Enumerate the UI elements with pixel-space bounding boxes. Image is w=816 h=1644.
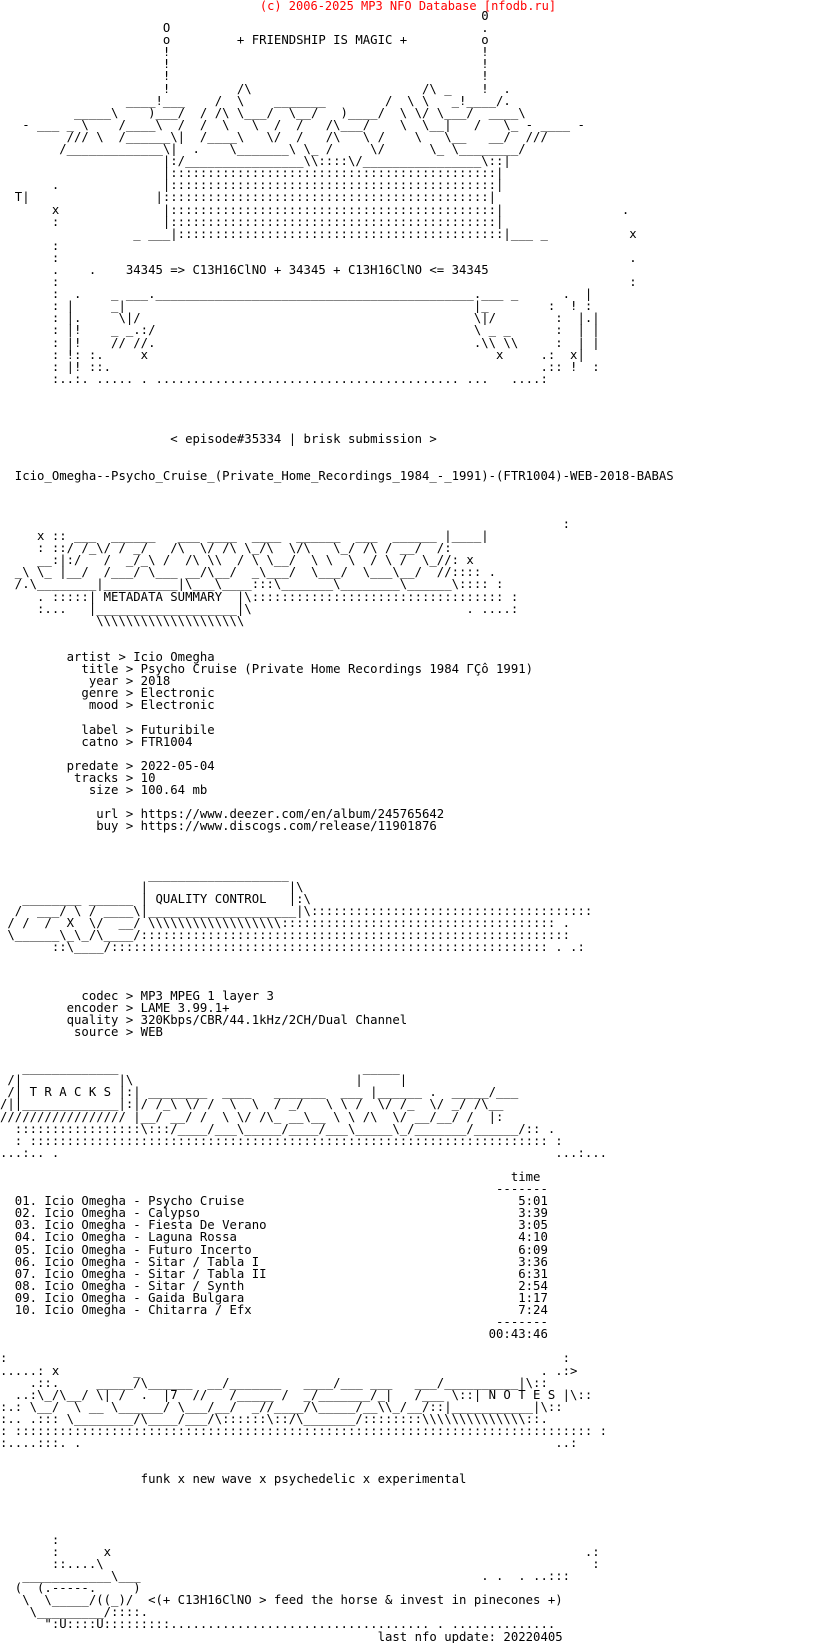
nfo-line: /// \ /______\| /____\ \/ / /\ \ / \ \__ __/ /// bbox=[66, 129, 548, 144]
nfo-line: /||_____________|:|/ /_\ \/ / \ \ / _/ \ \ / \/ /_ \/ _/ /\__ bbox=[0, 1097, 504, 1112]
nfo-line: _____\ )___/ / /\ \___/ \__/ )____/ \ \/ \___/ ____\ bbox=[74, 105, 526, 120]
nfo-line: : . _ ___.___________________________________________.___ _ . | bbox=[51, 287, 593, 302]
nfo-line: Icio_Omegha--Psycho_Cruise_(Private_Home_Recordings_1984_-_1991)-(FTR1004)-WEB-2018-BABAS bbox=[14, 468, 674, 483]
nfo-line: 04. Icio Omegha - Laguna Rossa 4:10 bbox=[14, 1230, 548, 1245]
nfo-line: : |. \|/ \|/ : |.| bbox=[51, 311, 600, 326]
nfo-line: genre > Electronic bbox=[81, 686, 215, 701]
nfo-line: label > Futuribile bbox=[81, 722, 215, 737]
nfo-line: __:|:/ / _/_\ / /\ \\ / \ \__/ \ \ \ / \ / \_//: x bbox=[37, 553, 474, 568]
nfo-line: /_____________\| . \_______\ \_ / \/ \_ \________/ bbox=[59, 142, 526, 157]
nfo-line: time bbox=[510, 1170, 541, 1184]
nfo-line: codec > MP3 MPEG 1 layer 3 bbox=[81, 988, 274, 1003]
nfo-line: ::\____/::::::::::::::::::::::::::::::::::::::::::::::::::::::::::: . .: bbox=[51, 940, 585, 955]
nfo-line: \\\\\\\\\\\\\\\\\\\\ bbox=[96, 613, 245, 628]
nfo-line: : |! ::. .:: ! : bbox=[51, 359, 600, 374]
nfo-line: .::. _____/\______ __/_______ ____/___ ___ ___/__________|\:: bbox=[29, 1375, 548, 1390]
nfo-line: tracks > 10 bbox=[74, 770, 156, 785]
nfo-line: ///////////////// |__/ __/ / \ \/ /\_ __\__ \ \ /\ \/ __/__/ / |: bbox=[0, 1109, 504, 1124]
nfo-line: ____________\___ . . . ..::: bbox=[22, 1569, 571, 1584]
nfo-line: 0 bbox=[481, 10, 489, 23]
nfo-line: : |! _ _.:/ \ _ _ : | | bbox=[51, 323, 600, 338]
nfo-line: 01. Icio Omegha - Psycho Cruise 5:01 bbox=[14, 1194, 548, 1209]
nfo-line: ____!___ / \ _______ / \ \ _!____/. bbox=[125, 93, 511, 108]
nfo-line: |:/________________\\::::\/________________\::| bbox=[162, 154, 511, 169]
nfo-line: :... |___________________|\ . ....: bbox=[37, 601, 519, 616]
nfo-line: year > 2018 bbox=[88, 674, 171, 689]
nfo-line: : :::::::::::::::::::::::::::::::::::::::::::::::::::::::::::::::::::::: : bbox=[14, 1133, 563, 1148]
nfo-line: artist > Icio Omegha bbox=[66, 649, 215, 664]
nfo-line: : | _| |_ : ! : bbox=[51, 299, 593, 314]
nfo-line: quality > 320Kbps/CBR/44.1kHz/2CH/Dual Channel bbox=[66, 1012, 408, 1027]
nfo-line: : |! // //. .\\ \\ : | | bbox=[51, 335, 600, 350]
nfo-line: : bbox=[51, 1532, 60, 1547]
nfo-line: . :::::| METADATA SUMMARY |\:::::::::::::::::::::::::::::::::: : bbox=[37, 589, 519, 604]
nfo-line: x |::::::::::::::::::::::::::::::::::::::::::::| . bbox=[51, 202, 630, 217]
nfo-line: ( (.-----. ) bbox=[14, 1581, 141, 1596]
nfo-line: /.\________|__________|\___\____:::\_______\________\______\:::: : bbox=[14, 577, 504, 592]
nfo-line: . . 34345 => C13H16ClNO + 34345 + C13H16ClNO <= 34345 bbox=[51, 262, 489, 277]
nfo-line: 06. Icio Omegha - Sitar / Tabla I 3:36 bbox=[14, 1254, 548, 1269]
nfo-line: .....: x _ . .:> bbox=[0, 1363, 578, 1378]
nfo-line: ------- bbox=[496, 1182, 548, 1197]
nfo-line: ...:.. . ...:... bbox=[0, 1145, 608, 1160]
nfo-line: \ \_____/((_)/ <(+ C13H16ClNO > feed the horse & invest in pinecones +) bbox=[22, 1593, 563, 1608]
nfo-line: :..:. ..... . ......................................... ... ....: bbox=[51, 371, 548, 386]
nfo-line: _ ___|::::::::::::::::::::::::::::::::::::::::::::|___ _ x bbox=[133, 226, 637, 241]
nfo-line: /| |\ | | bbox=[7, 1073, 408, 1088]
nfo-line: ! ! bbox=[162, 69, 489, 84]
nfo-line: ! /\ /\ _ ! . bbox=[162, 81, 511, 96]
nfo-line: catno > FTR1004 bbox=[81, 734, 193, 749]
nfo-line: 05. Icio Omegha - Futuro Incerto 6:09 bbox=[14, 1242, 548, 1257]
nfo-line: mood > Electronic bbox=[88, 698, 215, 713]
nfo-line: source > WEB bbox=[74, 1024, 163, 1039]
nfo-line: - ___ _ \ /____\ / / \ \ / / /\___/ \ \__| / \_ - ____ - bbox=[22, 117, 585, 132]
nfo-line: : ::/ /_\/ / _/ /\ \/ /\ \_/\ \/\ \_/ /\ / __/ /: bbox=[37, 541, 452, 556]
nfo-line: 07. Icio Omegha - Sitar / Tabla II 6:31 bbox=[14, 1266, 548, 1281]
nfo-line: | |\ bbox=[140, 879, 304, 894]
nfo-line: ! ! bbox=[162, 57, 489, 72]
nfo-line: size > 100.64 mb bbox=[88, 783, 208, 797]
nfo-line: : . bbox=[51, 250, 637, 265]
nfo-line: :....:::. . ..: bbox=[0, 1436, 578, 1451]
nfo-line: / / / X \/ __/ \\\\\\\\\\\\\\\\\\::::::::::::::::::::::::::::::::::::: . bbox=[7, 916, 571, 931]
nfo-line: 00:43:46 bbox=[488, 1327, 548, 1342]
nfo-line: : :::::::::::::::::::::::::::::::::::::::::::::::::::::::::::::::::::::::::::::: : bbox=[0, 1423, 608, 1438]
nfo-line: last nfo update: 20220405 bbox=[377, 1629, 563, 1643]
nfo-line: 02. Icio Omegha - Calypso 3:39 bbox=[14, 1206, 548, 1221]
nfo-line: 08. Icio Omegha - Sitar / Synth 2:54 bbox=[14, 1278, 548, 1293]
nfo-line: \______\_\_/\____/:::::::::::::::::::::::::::::::::::::::::::::::::::::::::: bbox=[7, 928, 571, 943]
nfo-line: ___________________ bbox=[148, 867, 289, 882]
nfo-line: title > Psycho Cruise (Private Home Recordings 1984 ΓÇô 1991) bbox=[81, 662, 534, 677]
nfo-line: ------- bbox=[496, 1315, 548, 1330]
nfo-line: ________ ______ | QUALITY CONTROL |:\ bbox=[22, 891, 311, 906]
nfo-line: 09. Icio Omegha - Gaida Bulgara 1:17 bbox=[14, 1290, 548, 1305]
nfo-line: _\ \_ |__/ /___/ \___ __/\__/ _\___/ \___/ \___\__/ //:::: . bbox=[14, 565, 497, 580]
nfo-line: o + FRIENDSHIP IS MAGIC + o bbox=[162, 33, 489, 48]
nfo-line: : : bbox=[0, 1351, 571, 1366]
nfo-line: T| |::::::::::::::::::::::::::::::::::::::::::::| bbox=[14, 190, 497, 205]
nfo-line: 03. Icio Omegha - Fiesta De Verano 3:05 bbox=[14, 1218, 548, 1233]
nfo-line: . |::::::::::::::::::::::::::::::::::::::::::::| bbox=[51, 178, 504, 193]
nfo-line: ! ! bbox=[162, 45, 489, 60]
nfo-line: :.. .::: \________/\____/___/\::::::\::/\_______/::::::::\\\\\\\\\\\\\\::. bbox=[0, 1411, 548, 1426]
nfo-line: x :: ___ ______ ___ ____ ____ ______ ___ ______ |____| bbox=[37, 529, 489, 544]
nfo-line: |::::::::::::::::::::::::::::::::::::::::::::| bbox=[162, 166, 504, 181]
nfo-line: \_________/::::. bbox=[29, 1605, 149, 1620]
nfo-line: funk x new wave x psychedelic x experimental bbox=[140, 1472, 467, 1487]
nfo-line: url > https://www.deezer.com/en/album/245765642 bbox=[96, 807, 445, 822]
nfo-line: / ___/ \ / ____\|____________________|\:::::::::::::::::::::::::::::::::::::: bbox=[14, 903, 593, 918]
nfo-line: ":U::::U:::::::::................................... . .............. bbox=[44, 1617, 556, 1632]
nfo-line: < episode#35334 | brisk submission > bbox=[170, 432, 437, 447]
nfo-line: : bbox=[562, 516, 571, 531]
nfo-line: : x .: bbox=[51, 1544, 600, 1559]
source-header: (c) 2006-2025 MP3 NFO Database [nfodb.ru] bbox=[259, 0, 557, 13]
nfo-line: :.: \__/ \ __ \______/ \___/__/ _//____/\_____/__\\_/__/::|___________|\:: bbox=[0, 1399, 563, 1414]
nfo-line: 10. Icio Omegha - Chitarra / Efx 7:24 bbox=[14, 1303, 548, 1318]
nfo-line: :::::::::::::::::\:::/____/___\_____/____/___\_____\_/_______/______/:: . bbox=[14, 1121, 556, 1136]
nfo-line: : bbox=[51, 238, 60, 253]
nfo-line: predate > 2022-05-04 bbox=[66, 758, 215, 773]
nfo-line: encoder > LAME 3.99.1+ bbox=[66, 1000, 230, 1015]
nfo-text bbox=[0, 10, 816, 1643]
nfo-line: _____________ _____ bbox=[22, 1061, 400, 1076]
nfo-line: buy > https://www.discogs.com/release/11901876 bbox=[96, 819, 437, 834]
nfo-line: /| T R A C K S |:| ________ ____ _______ ___ |______ . _____/___ bbox=[7, 1085, 519, 1100]
nfo-line: : |::::::::::::::::::::::::::::::::::::::::::::| bbox=[51, 214, 504, 229]
nfo-line: O . bbox=[162, 21, 489, 36]
nfo-line: ::....\ : bbox=[51, 1557, 600, 1571]
nfo-line: : : bbox=[51, 275, 637, 290]
nfo-line: : !: :. x x .: x| bbox=[51, 347, 585, 362]
nfo-line: ..:\_/\__/ \| / . |7 // /_____ / _/_______/_| /___ \::| N O T E S |\:: bbox=[14, 1387, 593, 1402]
